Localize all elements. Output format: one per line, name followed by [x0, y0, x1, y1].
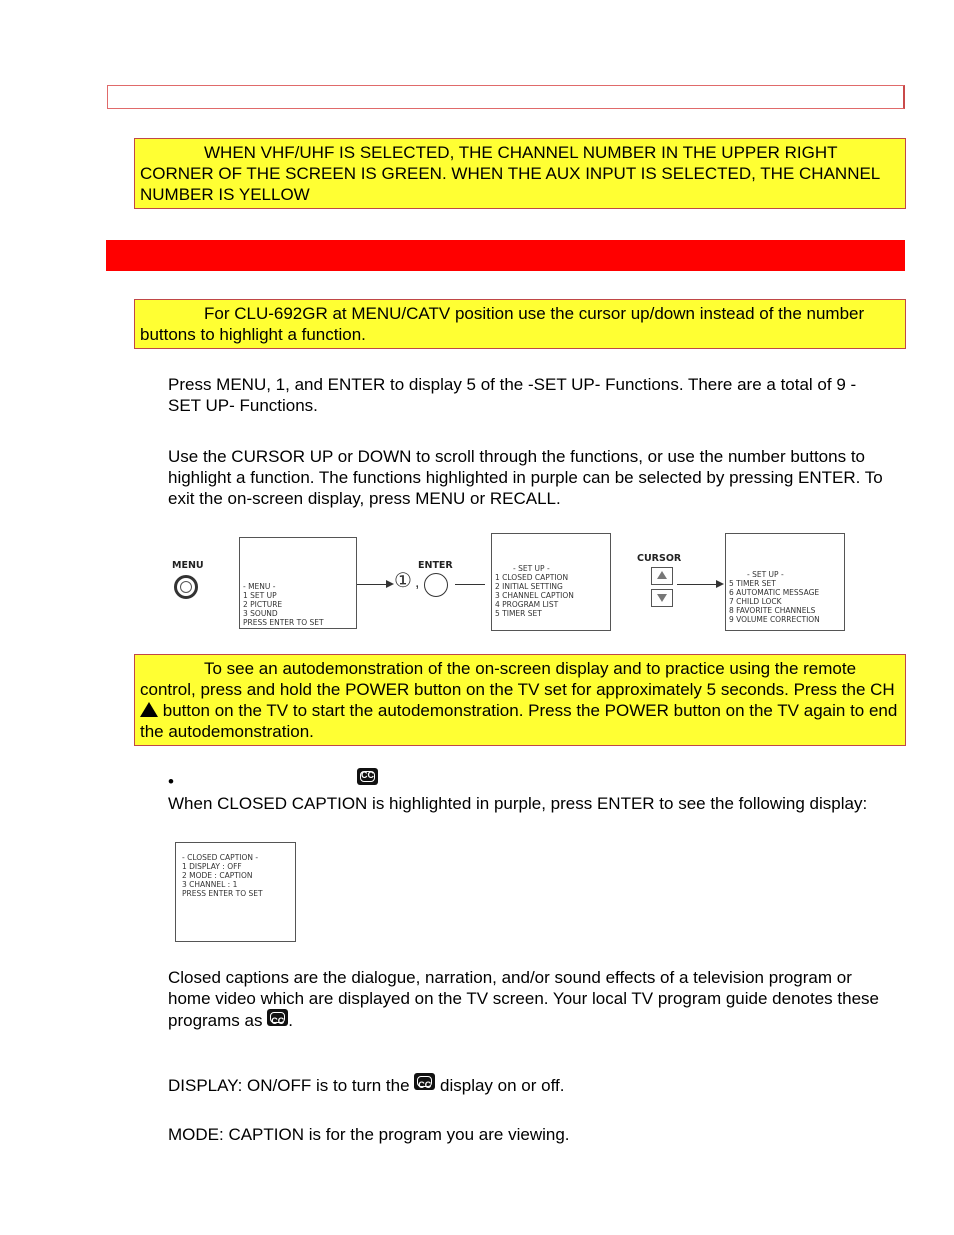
- cc-icon-heading: CC: [357, 768, 378, 788]
- display-text-2: display on or off.: [440, 1076, 565, 1095]
- arrow-3: [677, 584, 717, 585]
- paragraph-cursor-use: Use the CURSOR UP or DOWN to scroll through the functions, or use the number buttons to highlight a function. The functions highlighted in purple can be selected by pressing ENTER. To exit the on-screen display, press MENU or RECALL.: [168, 447, 883, 508]
- ch-up-arrow-icon: [140, 702, 158, 717]
- cc-icon: CC: [267, 1009, 288, 1026]
- setup1-line: 2 INITIAL SETTING: [495, 582, 563, 591]
- note-autodemo-text-1: To see an autodemonstration of the on-screen display and to practice using the remote control, press and hold the POWER button on the TV set for approximately 5 seconds. Press the CH: [140, 659, 895, 699]
- setup-diagram: [165, 530, 855, 640]
- setup2-line: 6 AUTOMATIC MESSAGE: [729, 588, 820, 597]
- cc-screen-line: PRESS ENTER TO SET: [182, 889, 263, 898]
- menu-button-icon: [174, 575, 198, 599]
- cc-description-text: Closed captions are the dialogue, narration, and/or sound effects of a television program or home video which are displayed on the TV screen. Your local TV program guide denotes these programs as: [168, 968, 879, 1030]
- enter-button-icon: [424, 573, 448, 597]
- cc-description-end: .: [288, 1011, 293, 1030]
- number-one-icon: ①: [394, 568, 412, 592]
- note-clu692: [134, 299, 906, 349]
- setup1-line: 3 CHANNEL CAPTION: [495, 591, 574, 600]
- setup-screen-1: [491, 533, 611, 631]
- arrow-1-head: [386, 580, 394, 588]
- note-vhf-uhf: [134, 138, 906, 209]
- setup2-line: - SET UP -: [747, 570, 784, 579]
- cursor-down-icon: [651, 589, 673, 607]
- cursor-up-icon: [651, 567, 673, 585]
- diagram-enter-label: ENTER: [418, 560, 453, 571]
- note-autodemo: [134, 654, 906, 746]
- paragraph-mode: MODE: CAPTION is for the program you are viewing.: [168, 1125, 570, 1144]
- paragraph-cc-description: [168, 967, 888, 1031]
- menu-screen-line: 1 SET UP: [243, 591, 277, 600]
- setup2-line: 8 FAVORITE CHANNELS: [729, 606, 816, 615]
- arrow-1: [357, 584, 387, 585]
- note-autodemo-text-2: button on the TV to start the autodemonstration. Press the POWER button on the TV again to end the autodemonstration.: [140, 701, 898, 741]
- diagram-cursor-label: CURSOR: [637, 553, 682, 564]
- paragraph-closed-caption-highlight: When CLOSED CAPTION is highlighted in purple, press ENTER to see the following display:: [168, 794, 868, 813]
- cc-screen-line: 1 DISPLAY : OFF: [182, 862, 242, 871]
- cc-screen-line: 3 CHANNEL : 1: [182, 880, 238, 889]
- setup1-line: 1 CLOSED CAPTION: [495, 573, 569, 582]
- arrow-3-head: [716, 580, 724, 588]
- setup1-line: 5 TIMER SET: [495, 609, 542, 618]
- menu-screen-line: 2 PICTURE: [243, 600, 283, 609]
- setup1-line: - SET UP -: [513, 564, 550, 573]
- setup-screen-2: [725, 533, 845, 631]
- bullet: •: [168, 772, 174, 791]
- setup2-line: 9 VOLUME CORRECTION: [729, 615, 820, 624]
- note-clu692-text: For CLU-692GR at MENU/CATV position use the cursor up/down instead of the number buttons to highlight a function.: [140, 304, 865, 344]
- arrow-2: [455, 584, 485, 585]
- menu-screen-line: 3 SOUND: [243, 609, 278, 618]
- setup2-line: 5 TIMER SET: [729, 579, 776, 588]
- comma: ,: [415, 574, 420, 591]
- menu-screen: [239, 537, 357, 629]
- menu-screen-line: - MENU -: [243, 582, 276, 591]
- diagram-menu-label: MENU: [172, 560, 204, 571]
- setup2-line: 7 CHILD LOCK: [729, 597, 782, 606]
- cc-screen-line: 2 MODE : CAPTION: [182, 871, 253, 880]
- section-red-bar: [106, 240, 905, 271]
- paragraph-display: [168, 1073, 888, 1096]
- cc-icon: CC: [414, 1073, 435, 1090]
- menu-screen-line: PRESS ENTER TO SET: [243, 618, 324, 627]
- paragraph-press-menu: Press MENU, 1, and ENTER to display 5 of the -SET UP- Functions. There are a total of 9 -SET UP- Functions.: [168, 375, 857, 415]
- closed-caption-screen: [175, 842, 296, 942]
- display-text-1: DISPLAY: ON/OFF is to turn the: [168, 1076, 410, 1095]
- cc-screen-line: - CLOSED CAPTION -: [182, 853, 259, 862]
- setup1-line: 4 PROGRAM LIST: [495, 600, 559, 609]
- header-strip: [107, 85, 905, 109]
- note-vhf-uhf-text: WHEN VHF/UHF IS SELECTED, THE CHANNEL NUMBER IN THE UPPER RIGHT CORNER OF THE SCREEN IS GREEN. WHEN THE AUX INPUT IS SELECTED, THE CHANNEL NUMBER IS YELLOW: [140, 143, 880, 204]
